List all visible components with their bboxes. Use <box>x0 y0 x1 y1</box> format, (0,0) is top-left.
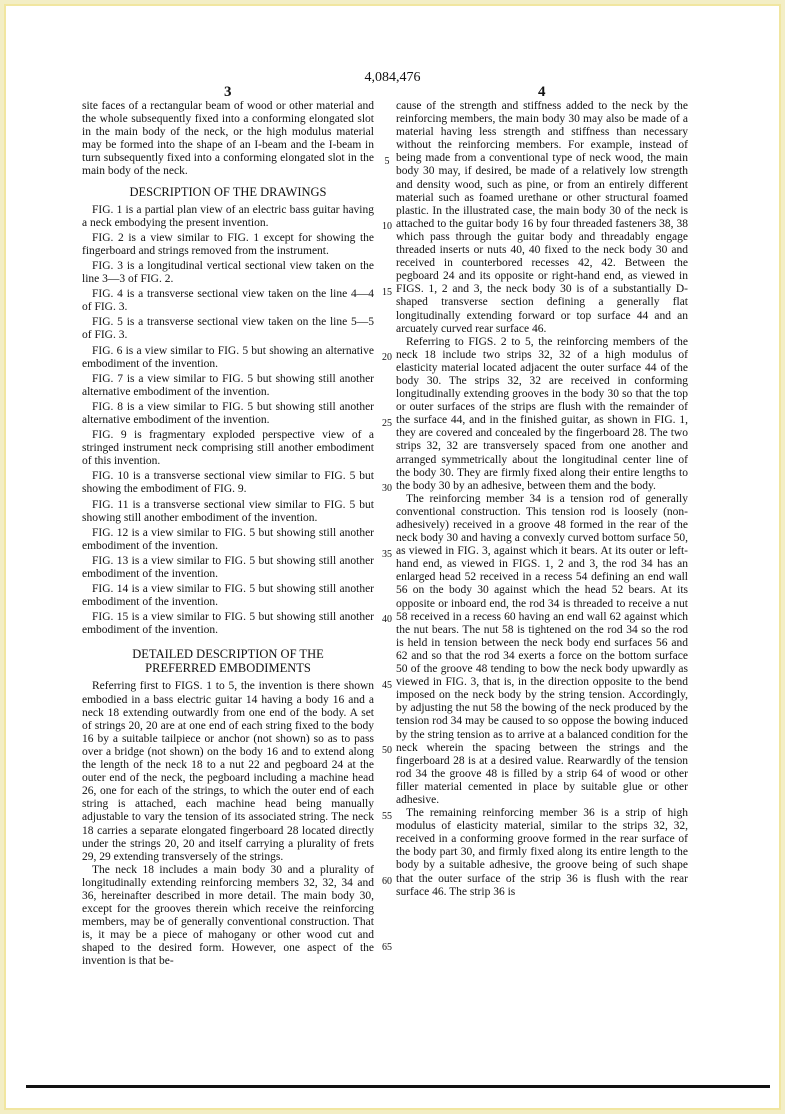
line-number: 55 <box>382 811 392 822</box>
line-number: 45 <box>382 680 392 691</box>
line-number: 15 <box>382 287 392 298</box>
figure-description: FIG. 4 is a transverse sectional view taken on the line 4—4 of FIG. 3. <box>82 288 374 314</box>
heading-line: PREFERRED EMBODIMENTS <box>145 661 311 676</box>
paragraph: cause of the strength and stiffness added to the neck by the reinforcing members, the main body 30 may also be made of a material having less strength and stiffness than necessary without the reinforcing members. For example, instead of being made from a conventional type of neck wood, the main body 30 may, if desired, be made of a relatively low strength and density wood, such as pine, or from an entirely different material such as foamed urethane or other structural foamed plastic. In the illustrated case, the main body 30 of the neck is attached to the guitar body 16 by four threaded fasteners 38, 38 which pass through the guitar body and threadably engage threaded inserts or nuts 40, 40 fixed to the neck body 30 and received in counterbored recesses 42, 42. Between the pegboard 24 and its opposite or right-hand end, as viewed in FIGS. 1, 2 and 3, the neck body 30 is of a substantially D-shaped transverse section defining a generally flat longitudinally extending forward or top surface 44 and an arcuately curved rear surface 46. <box>396 100 688 335</box>
paragraph: Referring to FIGS. 2 to 5, the reinforcing members of the neck 18 include two strips 32, 32 of a high modulus of elasticity material located adjacent the outer surface 44 of the body 30. The strips 32, 32 are received in conforming longitudinally extending grooves in the body 30 so that the top or outer surfaces of the strips are flush with the remainder of the surface 44, and in the finished guitar, as shown in FIG. 1, they are covered and concealed by the fingerboard 28. The two strips 32, 32 are transversely spaced from one another and arranged symmetrically about the longitudinal center line of the body 30. They are firmly fixed along their entire lengths to the body 30 by an adhesive, between them and the body. <box>396 335 688 492</box>
figure-description: FIG. 1 is a partial plan view of an electric bass guitar having a neck embodying the present invention. <box>82 203 374 229</box>
patent-number: 4,084,476 <box>364 70 421 85</box>
bottom-rule <box>26 1085 770 1088</box>
figure-description: FIG. 6 is a view similar to FIG. 5 but showing an alternative embodiment of the invention. <box>82 344 374 370</box>
line-number: 30 <box>382 483 392 494</box>
line-number: 50 <box>382 745 392 756</box>
section-heading-detailed <box>82 647 374 675</box>
paragraph: The neck 18 includes a main body 30 and a plurality of longitudinally extending reinforcing members 32, 32, 34 and 36, hereinafter described in more detail. The main body 30, except for the grooves therein which receive the reinforcing members, may be of generally conventional construction. That is, it may be a piece of mahogany or other wood cut and shaped to the desired form. However, one aspect of the invention is that be- <box>82 863 374 968</box>
patent-page <box>4 4 781 1110</box>
figure-description: FIG. 2 is a view similar to FIG. 1 except for showing the fingerboard and strings removed from the instrument. <box>82 231 374 257</box>
figure-description: FIG. 8 is a view similar to FIG. 5 but showing still another alternative embodiment of the invention. <box>82 400 374 426</box>
figure-description: FIG. 13 is a view similar to FIG. 5 but showing still another embodiment of the invention. <box>82 554 374 580</box>
figure-description: FIG. 12 is a view similar to FIG. 5 but showing still another embodiment of the invention. <box>82 526 374 552</box>
line-number: 35 <box>382 549 392 560</box>
line-number: 20 <box>382 352 392 363</box>
left-column <box>82 100 374 969</box>
line-number: 25 <box>382 418 392 429</box>
left-column-number: 3 <box>224 84 232 100</box>
figure-description: FIG. 7 is a view similar to FIG. 5 but showing still another alternative embodiment of the invention. <box>82 372 374 398</box>
heading-line: DETAILED DESCRIPTION OF THE <box>132 647 324 662</box>
figure-description: FIG. 14 is a view similar to FIG. 5 but showing still another embodiment of the invention. <box>82 583 374 609</box>
figure-description: FIG. 9 is fragmentary exploded perspective view of a stringed instrument neck comprising still another embodiment of this invention. <box>82 429 374 468</box>
right-column-number: 4 <box>538 84 546 100</box>
paragraph: The reinforcing member 34 is a tension rod of generally conventional construction. This tension rod is loosely (non-adhesively) received in a groove 48 formed in the rear of the neck body 30 and having a convexly curved bottom surface 50, as viewed in FIG. 3, against which it bears. At its outer or left-hand end, as viewed in FIGS. 1, 2 and 3, the rod 34 has an enlarged head 52 received in a recess 54 defining an end wall 56 on the body 30 against which the head 52 bears. At its opposite or inboard end, the rod 34 is threaded to receive a nut 58 received in a recess 60 having an end wall 62 against which the nut bears. The nut 58 is tightened on the rod 34 so the rod is held in tension between the neck body end surfaces 56 and 62 and so that the rod 34 exerts a force on the bottom surface 50 of the groove 48 tending to bow the neck body upwardly as viewed in FIG. 3, that is, in the direction opposite to the bend imposed on the neck body by the string tension. Accordingly, by adjusting the nut 58 the bowing of the neck produced by the tension rod 34 may be caused to so oppose the bowing induced by the string tension as to arrive at a balanced condition for the neck wherein the spacing between the strings and the fingerboard 28 is at a desired value. Rearwardly of the tension rod 34 the groove 48 is filled by a strip 64 of wood or other filler material cemented in place by suitable glue or other adhesive. <box>396 492 688 806</box>
line-number: 40 <box>382 614 392 625</box>
paragraph: The remaining reinforcing member 36 is a strip of high modulus of elasticity material, similar to the strips 32, 32, received in a conforming groove formed in the rear surface of the body part 30, and firmly fixed along its entire length to the body by a suitable adhesive, the groove being of such shape that the outer surface of the strip 36 is flush with the rear surface 46. The strip 36 is <box>396 807 688 898</box>
figure-description: FIG. 15 is a view similar to FIG. 5 but showing still another embodiment of the invention. <box>82 611 374 637</box>
line-number: 65 <box>382 942 392 953</box>
figure-description: FIG. 11 is a transverse sectional view similar to FIG. 5 but showing still another embodiment of the invention. <box>82 498 374 524</box>
line-number: 60 <box>382 876 392 887</box>
figure-description: FIG. 5 is a transverse sectional view taken on the line 5—5 of FIG. 3. <box>82 316 374 342</box>
paragraph: Referring first to FIGS. 1 to 5, the invention is there shown embodied in a bass electric guitar 14 having a body 16 and a neck 18 extending outwardly from one end of the body. A set of strings 20, 20 are at one end of each string fixed to the body 16 by a suitable tailpiece or anchor (not shown) so as to pass over a bridge (not shown) on the body 16 and to extend along the length of the neck 18 to a nut 22 and pegboard 24 at the outer end of the neck, the pegboard including a machine head 26, one for each of the strings, to which the outer end of each string is attached, each machine head being manually adjustable to vary the tension of its associated string. The neck 18 carries a separate elongated fingerboard 28 located directly under the strings 20, 20 and itself carrying a plurality of frets 29, 29 extending transversely of the strings. <box>82 680 374 863</box>
section-heading-drawings: DESCRIPTION OF THE DRAWINGS <box>129 184 327 199</box>
figure-description: FIG. 3 is a longitudinal vertical sectional view taken on the line 3—3 of FIG. 2. <box>82 259 374 286</box>
right-column <box>396 100 688 899</box>
figure-description: FIG. 10 is a transverse sectional view similar to FIG. 5 but showing the embodiment of FIG. 9. <box>82 470 374 496</box>
paragraph: site faces of a rectangular beam of wood or other material and the whole subsequently fixed into a conforming elongated slot in the main body of the neck, or the high modulus material may be formed into the shape of an I-beam and the I-beam in turn subsequently fixed into a conforming elongated slot in the main body of the neck. <box>82 100 374 178</box>
line-number: 10 <box>382 221 392 232</box>
line-number: 5 <box>384 156 390 167</box>
